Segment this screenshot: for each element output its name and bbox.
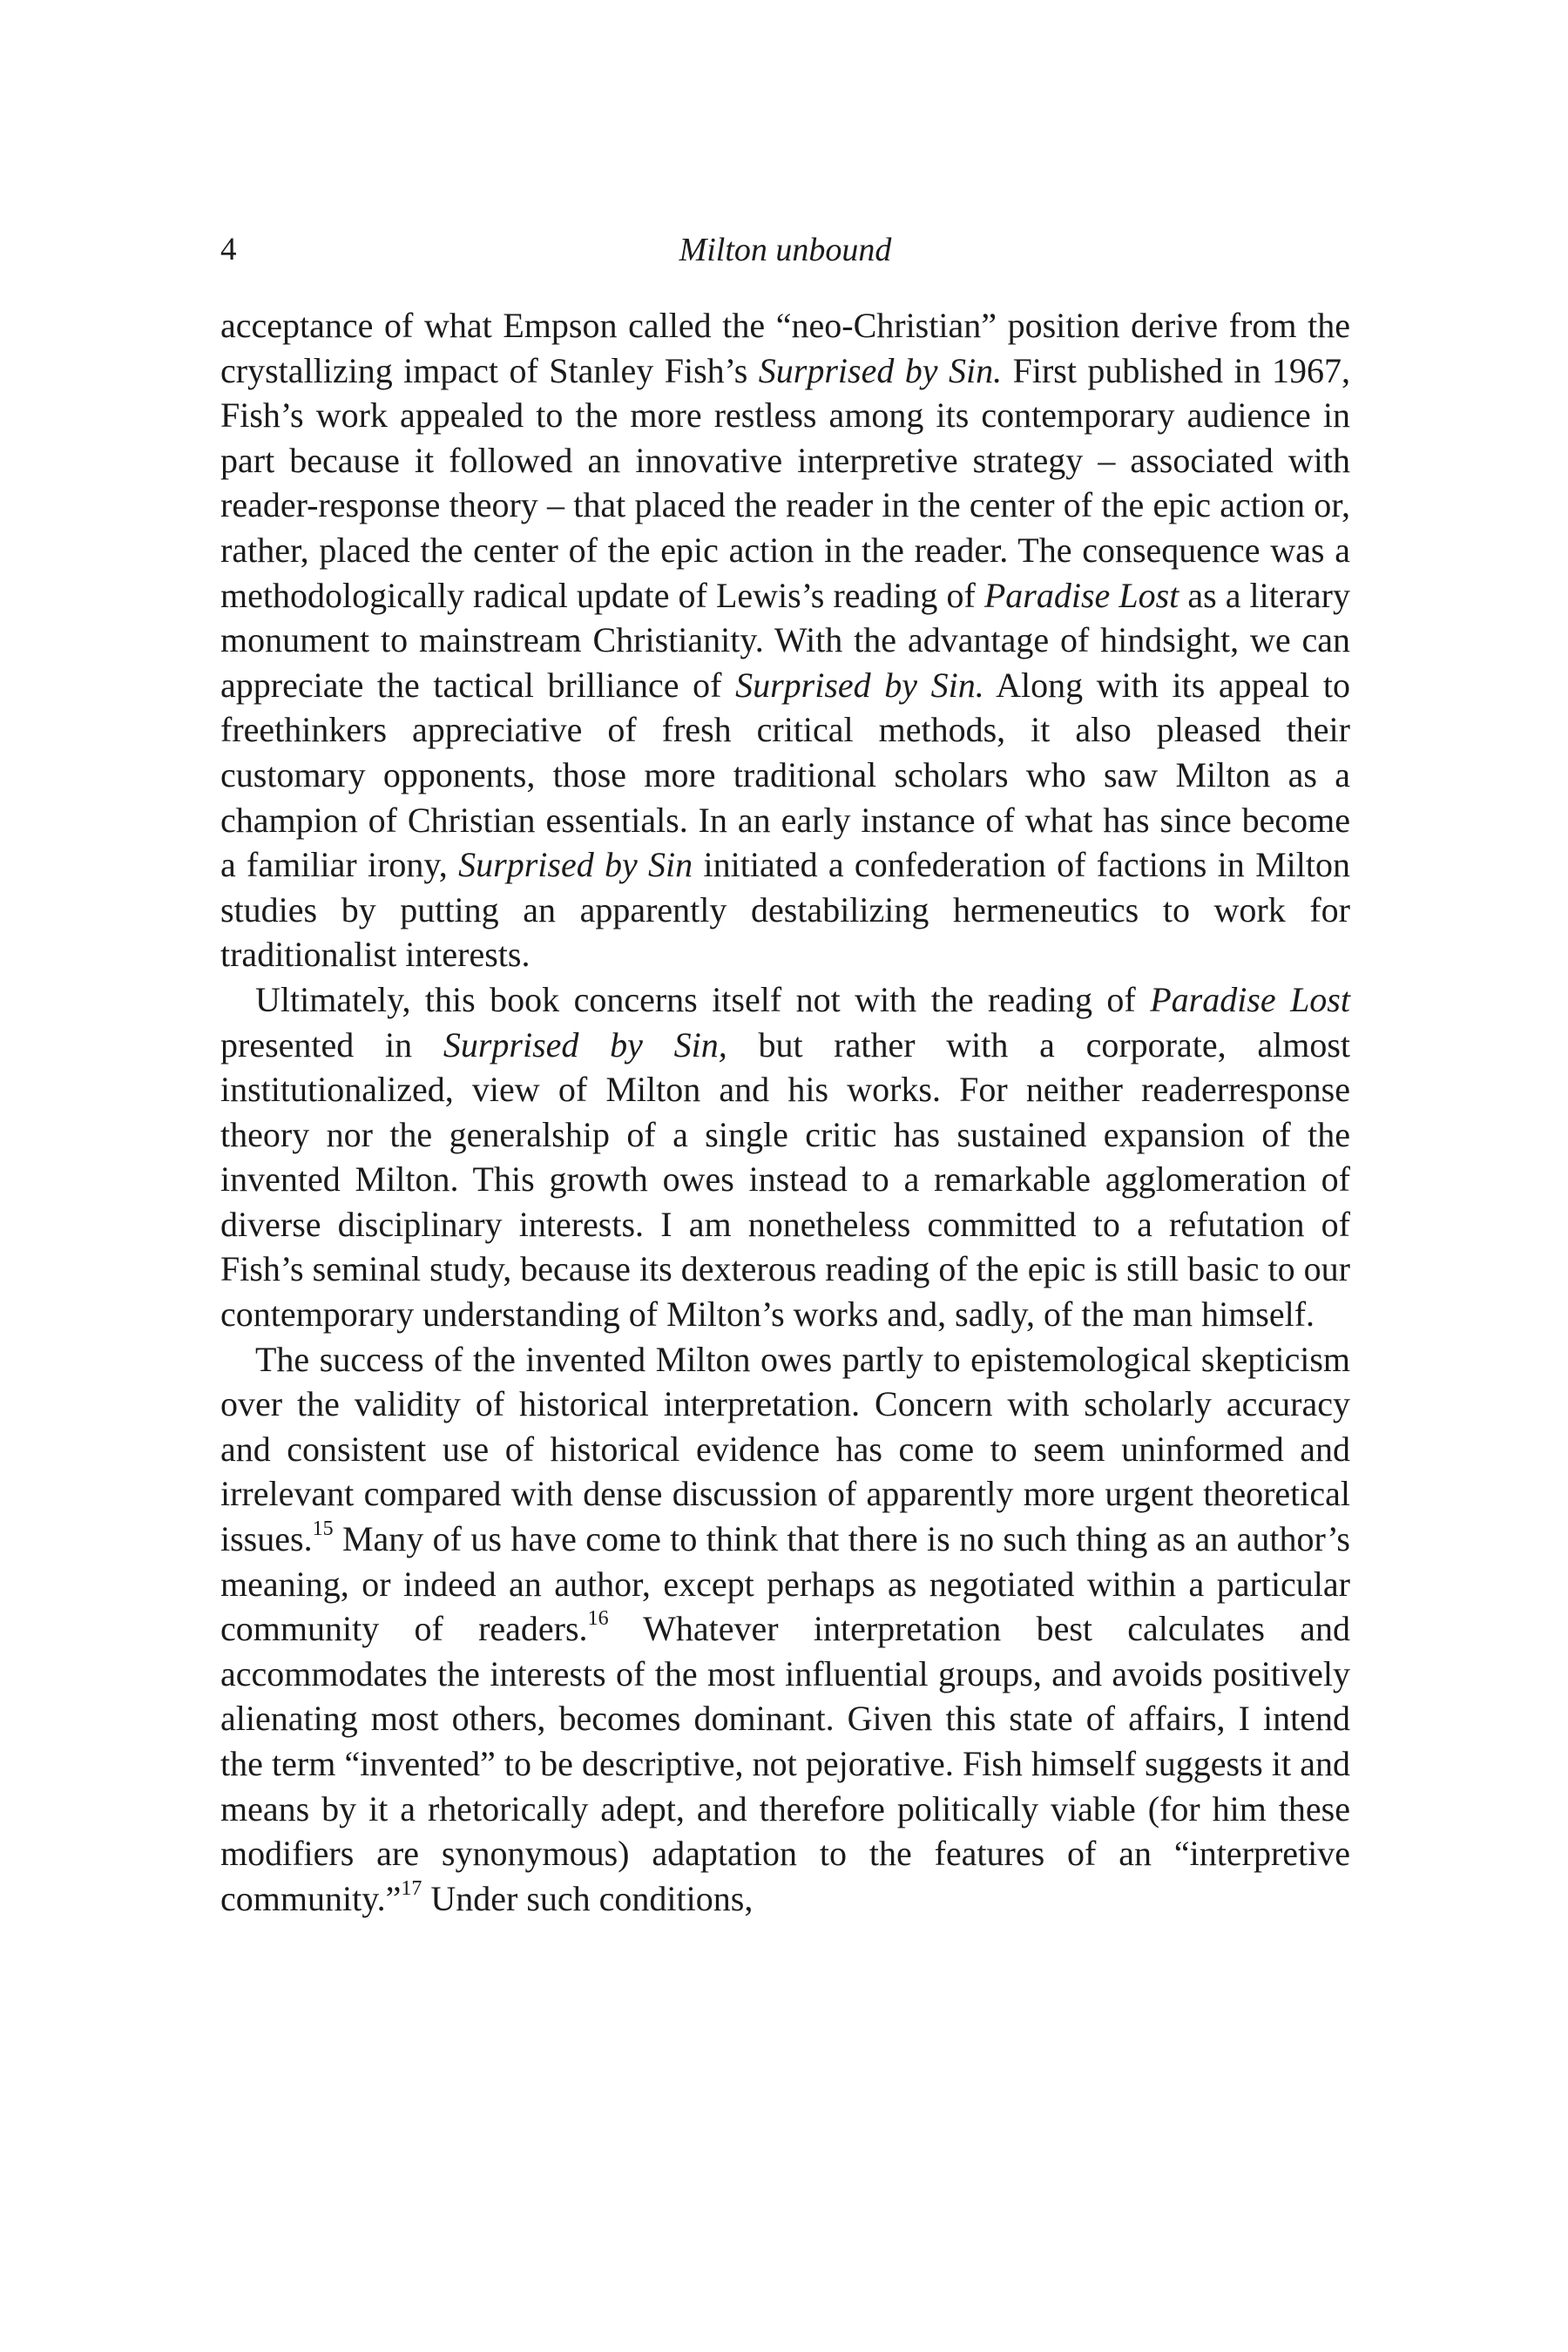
text-run: Under such conditions, [422, 1878, 754, 1918]
italic-title: Surprised by Sin. [735, 665, 984, 705]
running-title: Milton unbound [679, 232, 892, 268]
paragraph-3 [220, 1337, 1350, 1922]
footnote-marker: 16 [587, 1607, 609, 1631]
text-run: Along with its appeal to freethinkers appreciative of fresh critical methods, it also pleased their customary opponents, those more traditional scholars who saw Milton as a champion of Christian essentials. In an early instance of what has since become a familiar irony, [220, 665, 1351, 885]
paragraph-2 [220, 977, 1350, 1337]
italic-title: Paradise Lost [1150, 979, 1350, 1019]
text-run: Whatever interpretation best calculates and accommodates the interests of the most influential groups, and avoids positively alienating most others, becomes dominant. Given this state of affairs, I intend the term “invented” to be descriptive, not pejorative. Fish himself suggests it and means by it a rhetorically adept, and therefore politically viable (for him these modifiers are synonymous) adaptation to the features of an “interpretive community.” [220, 1609, 1351, 1918]
text-run: presented in [220, 1024, 443, 1064]
running-head [220, 228, 1350, 272]
footnote-marker: 15 [312, 1517, 334, 1541]
text-run: acceptance of what Empson called the “neo-Christian” position derive from the crystallizing impact of Stanley Fish’s [220, 306, 1350, 390]
text-run: Many of us have come to think that there is no such thing as an author’s meaning, or indeed an author, except perhaps as negotiated within a particular community of readers. [220, 1519, 1350, 1649]
text-run: First published in 1967, Fish’s work appealed to the more restless among its contemporary audience in part because it followed an innovative interpretive strategy – associated with reader-response theory – that placed the reader in the center of the epic action or, rather, placed the center of the epic action in the reader. The consequence was a methodologically radical update of Lewis’s reading of [220, 350, 1351, 615]
paragraph-1 [220, 303, 1350, 977]
footnote-marker: 17 [401, 1876, 422, 1900]
text-run: initiated a confederation of factions in Milton studies by putting an apparently destabilizing hermeneutics to work for traditionalist interests. [220, 845, 1351, 975]
italic-title: Surprised by Sin [458, 845, 693, 885]
text-run: but rather with a corporate, almost institutionalized, view of Milton and his works. For neither readerresponse theory nor the generalship of a single critic has sustained expansion of the invented Milton. This growth owes instead to a remarkable agglomeration of diverse disciplinary interests. I am nonetheless committed to a refutation of Fish’s seminal study, because its dexterous reading of the epic is still basic to our contemporary understanding of Milton’s works and, sadly, of the man himself. [220, 1024, 1350, 1335]
text-run: as a literary monument to mainstream Christianity. With the advantage of hindsight, we can appreciate the tactical brilliance of [220, 575, 1350, 705]
page-number: 4 [220, 232, 237, 267]
text-run: Ultimately, this book concerns itself not with the reading of [255, 979, 1151, 1019]
text-run: The success of the invented Milton owes partly to epistemological skepticism over the validity of historical interpretation. Concern with scholarly accuracy and consistent use of historical evidence has come to seem uninformed and irrelevant compared with dense discussion of apparently more urgent theoretical issues. [220, 1339, 1350, 1559]
body-text [220, 303, 1350, 1921]
italic-title: Paradise Lost [983, 575, 1179, 615]
italic-title: Surprised by Sin, [443, 1024, 727, 1064]
italic-title: Surprised by Sin. [758, 350, 1003, 390]
